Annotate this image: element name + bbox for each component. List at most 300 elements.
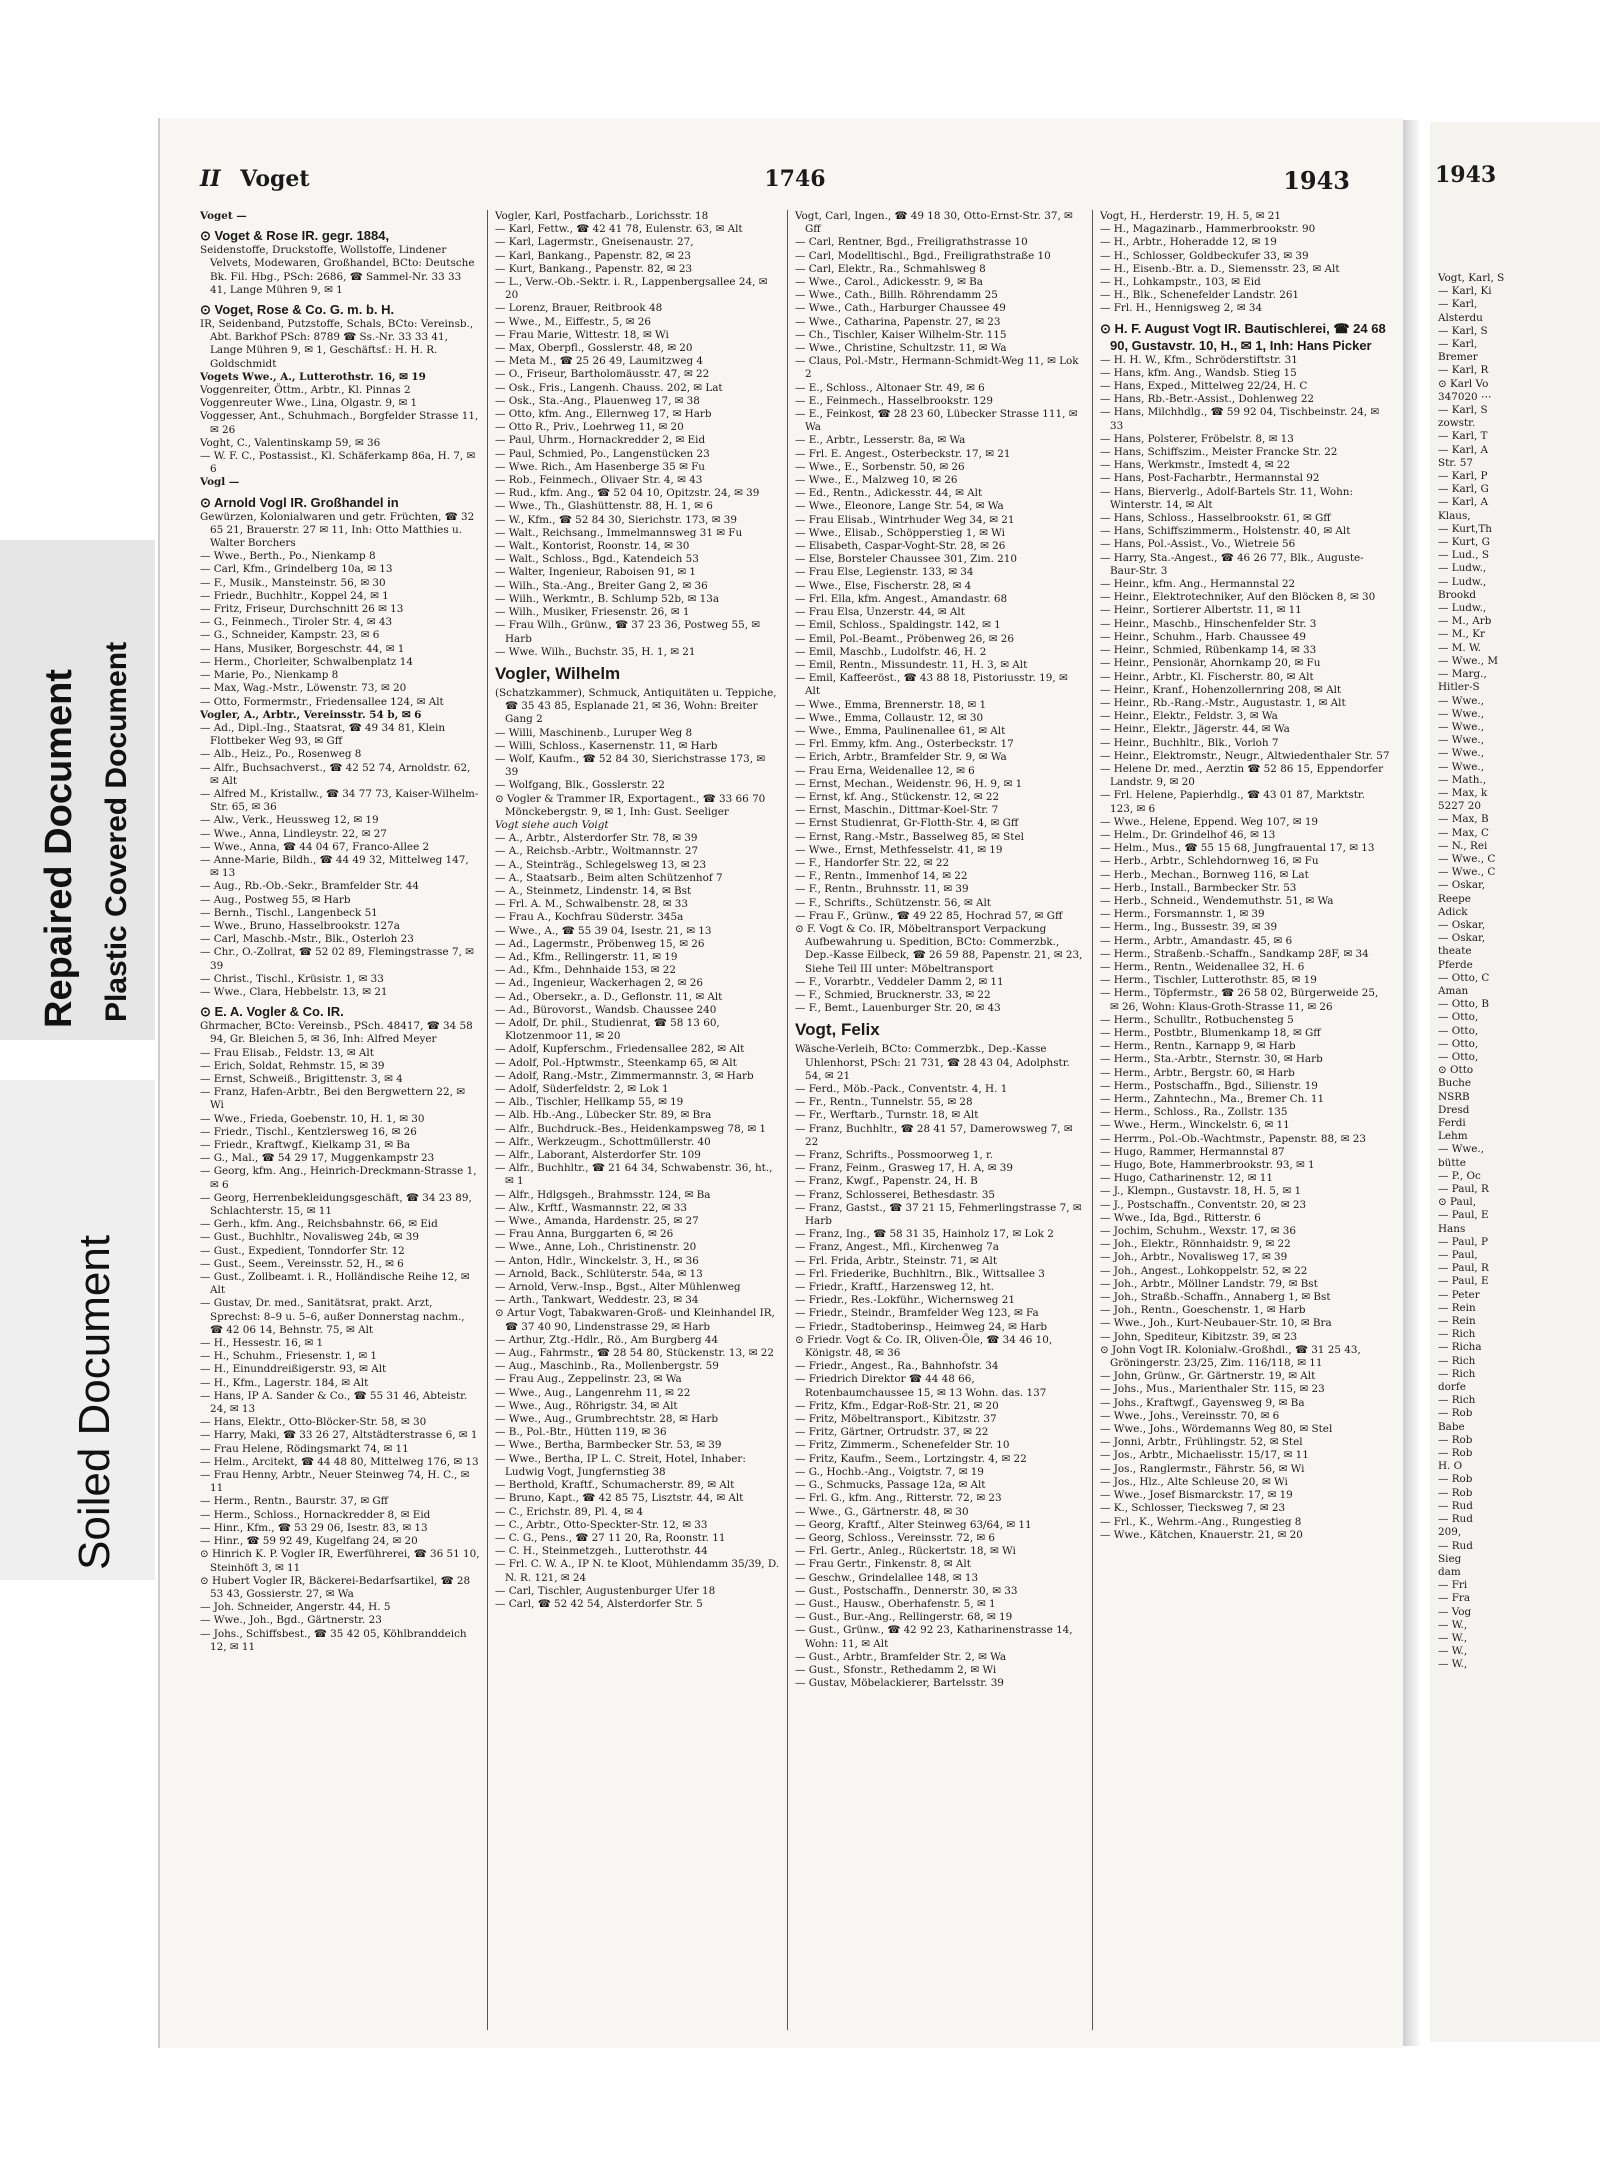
running-head-name: Voget	[240, 166, 310, 192]
directory-entry: — Ernst, Schweiß., Brigittenstr. 3, ✉ 4	[200, 1072, 403, 1085]
directory-entry: — Wilh., Werkmtr., B. Schlump 52b, ✉ 13a	[495, 592, 720, 605]
directory-entry: — A., Staatsarb., Beim alten Schützenhof 7	[495, 871, 723, 884]
adjacent-page-line: — Karl, S	[1438, 404, 1488, 417]
directory-entry: — Gust., Postschaffn., Dennerstr. 30, ✉ 33	[795, 1584, 1018, 1597]
directory-entry: — H., Schuhm., Friesenstr. 1, ✉ 1	[200, 1350, 378, 1363]
directory-entry: — Wwe. Rich., Am Hasenberge 35 ✉ Fu	[495, 460, 705, 473]
firm-entry: ⊙ H. F. August Vogt IR. Bautischlerei, ☎ 24 68 90, Gustavstr. 10, H., ✉ 1, Inh: Hans Picker	[1100, 320, 1386, 353]
adjacent-page-line: — Otto,	[1438, 1024, 1479, 1037]
directory-entry: — Emil, Pol.-Beamt., Pröbenweg 26, ✉ 26	[795, 632, 1015, 645]
directory-entry: — Wwe., Bertha, Barmbecker Str. 53, ✉ 39	[495, 1439, 722, 1452]
adjacent-page-line: — Karl, T	[1438, 430, 1488, 443]
directory-entry: — Osk., Sta.-Ang., Plauenweg 17, ✉ 38	[495, 394, 700, 407]
directory-entry: — Herm., Arbtr., Bergstr. 60, ✉ Harb	[1100, 1066, 1295, 1079]
directory-entry: — Walt., Kontorist, Roonstr. 14, ✉ 30	[495, 540, 690, 553]
directory-entry: — Hans, IP A. Sander & Co., ☎ 55 31 46, Abteistr. 24, ✉ 13	[200, 1389, 468, 1416]
directory-entry: — Hans, Schloss., Hasselbrookstr. 61, ✉ Gff	[1100, 512, 1331, 525]
column-4	[1100, 210, 1390, 2030]
directory-entry: — Joh., Rentn., Goeschenstr. 1, ✉ Harb	[1100, 1304, 1306, 1317]
adjacent-page-line: — Karl,	[1438, 338, 1478, 351]
directory-entry: — Wilh., Musiker, Friesenstr. 26, ✉ 1	[495, 606, 690, 619]
directory-entry: — Walt., Reichsang., Immelmannsweg 31 ✉ Fu	[495, 526, 743, 539]
directory-entry: — A., Steinmetz, Lindenstr. 14, ✉ Bst	[495, 884, 692, 897]
adjacent-page-line: — Fra	[1438, 1592, 1471, 1605]
directory-entry: ⊙ Hubert Vogler IR, Bäckerei-Bedarfsartikel, ☎ 28 53 43, Gossierstr. 27, ✉ Wa	[200, 1574, 471, 1600]
directory-entry: — Friedr., Buchhltr., Koppel 24, ✉ 1	[200, 589, 389, 602]
directory-entry: ⊙ Friedr. Vogt & Co. IR, Oliven-Öle, ☎ 34 46 10, Königstr. 48, ✉ 36	[795, 1333, 1053, 1360]
adjacent-page-line: — Rud	[1438, 1513, 1473, 1526]
directory-entry: — Harry, Maki, ☎ 33 26 27, Altstädterstrasse 6, ✉ 1	[200, 1429, 478, 1442]
directory-entry: — Ad., Obersekr., a. D., Geflonstr. 11, ✉ Alt	[495, 990, 723, 1003]
directory-entry: — Wwe., Emma, Brennerstr. 18, ✉ 1	[795, 698, 987, 711]
adjacent-page-line: — Karl, Ki	[1438, 285, 1492, 298]
adjacent-page-line: — Rud	[1438, 1539, 1473, 1552]
directory-entry: IR, Seidenband, Putzstoffe, Schals, BCto: Vereinsb., Abt. Barkhof PSch: 8789 ☎ Ss.-Nr. 33 33 41, Lange Mühren 9, ✉ 1, Geschäftsf.: H. H. R. Goldschmidt	[200, 318, 474, 370]
adjacent-page-line: — Rob	[1438, 1447, 1473, 1460]
page-header	[200, 166, 1390, 204]
directory-entry: — Herm., Töpfermstr., ☎ 26 58 02, Bürgerweide 25, ✉ 26, Wohn: Klaus-Groth-Strasse 11, ✉ 26	[1100, 987, 1379, 1013]
directory-entry: — Gust., Buchhltr., Novalisweg 24b, ✉ 39	[200, 1231, 419, 1244]
adjacent-page-line: — Oskar,	[1438, 918, 1486, 931]
directory-entry: — Wwe., Josef Bismarckstr. 17, ✉ 19	[1100, 1489, 1293, 1502]
adjacent-page-line: — Karl, R	[1438, 364, 1489, 377]
directory-entry: — Herm., Postbtr., Blumenkamp 18, ✉ Gff	[1100, 1026, 1321, 1039]
directory-entry: — Christ., Tischl., Krüsistr. 1, ✉ 33	[200, 972, 384, 985]
directory-entry: — Herm., Forsmannstr. 1, ✉ 39	[1100, 908, 1265, 921]
adjacent-page-line: — Otto,	[1438, 1050, 1479, 1063]
directory-entry: — Heinr., Elektr., Jägerstr. 44, ✉ Wa	[1100, 723, 1290, 736]
adjacent-page-line: — W.,	[1438, 1618, 1468, 1631]
directory-entry: — Ch., Tischler, Kaiser Wilhelm-Str. 115	[795, 328, 1007, 341]
directory-entry: — Wwe., Clara, Hebbelstr. 13, ✉ 21	[200, 985, 388, 998]
directory-entry: — Heinr., Buchhltr., Blk., Vorloh 7	[1100, 736, 1279, 749]
directory-entry: — Arnold, Verw.-Insp., Bgst., Alter Mühlenweg	[495, 1281, 741, 1294]
directory-entry: — E., Feinkost, ☎ 28 23 60, Lübecker Strasse 111, ✉ Wa	[795, 408, 1078, 434]
directory-entry: — Erich, Arbtr., Bramfelder Str. 9, ✉ Wa	[795, 751, 1007, 764]
adjacent-page-line: dam	[1438, 1565, 1461, 1578]
scan-bottom-margin	[0, 2057, 1600, 2177]
adjacent-page-line: — Wwe.,	[1438, 1143, 1485, 1156]
adjacent-page-line: — Fri	[1438, 1579, 1468, 1592]
directory-entry: — Hans, Pol.-Assist., Vo., Wietreie 56	[1100, 538, 1296, 551]
directory-entry: — Frau Elisab., Feldstr. 13, ✉ Alt	[200, 1046, 374, 1059]
adjacent-page-line: Klaus,	[1438, 509, 1471, 522]
directory-entry: — F., Rentn., Immenhof 14, ✉ 22	[795, 870, 968, 883]
directory-entry: — Frau Anna, Burggarten 6, ✉ 26	[495, 1228, 674, 1241]
directory-entry: — Karl, Lagermstr., Gneisenaustr. 27,	[495, 236, 694, 249]
directory-entry: — Frl. A. M., Schwalbenstr. 28, ✉ 33	[495, 898, 688, 911]
directory-entry: Voget —	[200, 210, 247, 222]
directory-entry: Wäsche-Verleih, BCto: Commerzbk., Dep.-Kasse Uhlenhorst, PSch: 21 731, ☎ 28 43 04, Adolphstr. 54, ✉ 21	[795, 1043, 1070, 1082]
directory-entry: — Herm., Rentn., Karnapp 9, ✉ Harb	[1100, 1040, 1296, 1053]
directory-entry: — F., Schrifts., Schützenstr. 56, ✉ Alt	[795, 896, 991, 909]
directory-entry: — Herm., Schloss., Hornackredder 8, ✉ Eid	[200, 1508, 431, 1521]
directory-entry: Vogt, H., Herderstr. 19, H. 5, ✉ 21	[1100, 210, 1282, 222]
directory-entry: — F., Musik., Mansteinstr. 56, ✉ 30	[200, 576, 386, 589]
volume-number: II	[200, 166, 221, 192]
directory-entry: — Ernst, Mechan., Weidenstr. 96, H. 9, ✉ 1	[795, 777, 1023, 790]
directory-entry: — Ernst Studienrat, Gr-Flotth-Str. 4, ✉ Gff	[795, 817, 1019, 830]
directory-entry: — G., Feinmech., Tiroler Str. 4, ✉ 43	[200, 616, 393, 629]
scan-top-margin	[0, 0, 1600, 50]
directory-entry: — Wwe., Carol., Adickesstr. 9, ✉ Ba	[795, 276, 983, 289]
directory-entry: — Geschw., Grindelallee 148, ✉ 13	[795, 1571, 979, 1584]
directory-entry: — Osk., Fris., Langenh. Chauss. 202, ✉ Lat	[495, 381, 723, 394]
directory-entry: — Ernst, Rang.-Mstr., Basselweg 85, ✉ Stel	[795, 830, 1024, 843]
directory-entry: — F., Vorarbtr., Veddeler Damm 2, ✉ 11	[795, 975, 1004, 988]
directory-entry: — H., Kfm., Lagerstr. 184, ✉ Alt	[200, 1376, 369, 1389]
directory-entry: — Hans, Post-Facharbtr., Hermannstal 92	[1100, 472, 1320, 485]
directory-entry: — Frl., K., Wehrm.-Ang., Rungestieg 8	[1100, 1515, 1302, 1528]
directory-entry: — Berthold, Kraftf., Schumacherstr. 89, ✉ Alt	[495, 1479, 735, 1492]
directory-entry: — Wwe., Ida, Bgd., Ritterstr. 6	[1100, 1211, 1261, 1224]
adjacent-page-lines	[1438, 272, 1598, 1672]
directory-entry: — A., Arbtr., Alsterdorfer Str. 78, ✉ 39	[495, 832, 698, 845]
adjacent-page-line: — Rich	[1438, 1354, 1476, 1367]
directory-entry: — Else, Borsteler Chaussee 301, Zim. 210	[795, 553, 1018, 566]
directory-entry: — Hans, Bierverlg., Adolf-Bartels Str. 11, Wohn: Winterstr. 14, ✉ Alt	[1100, 485, 1353, 511]
directory-entry: — H., Blk., Schenefelder Landstr. 261	[1100, 289, 1300, 302]
directory-entry: — Ad., Bürovorst., Wandsb. Chaussee 240	[495, 1003, 717, 1016]
directory-entry: — Helm., Mus., ☎ 55 15 68, Jungfrauental 17, ✉ 13	[1100, 842, 1375, 855]
adjacent-page-line: — Wwe.,	[1438, 734, 1485, 747]
page-year: 1943	[1283, 166, 1350, 195]
page-edge-shadow	[1403, 120, 1421, 2046]
featured-entry: Vogt, Felix	[795, 1020, 880, 1040]
directory-entry: — Aug., Postweg 55, ✉ Harb	[200, 893, 351, 906]
directory-entry: Seidenstoffe, Druckstoffe, Wollstoffe, Lindener Velvets, Modewaren, Großhandel, BCto: Deutsche Bk. Fil. Hbg., PSch: 2686, ☎ Sammel-Nr. 33 33 41, Lange Mühren 9, ✉ 1	[200, 244, 475, 296]
directory-entry: — Joh., Arbtr., Novalisweg 17, ✉ 39	[1100, 1251, 1288, 1264]
directory-entry: — Frl. Friederike, Buchhltrn., Blk., Wittsallee 3	[795, 1267, 1045, 1280]
directory-entry: — Wwe., Anne, Loh., Christinenstr. 20	[495, 1241, 697, 1254]
adjacent-page-line: 209,	[1438, 1526, 1462, 1539]
directory-entry: — Herm., Straßenb.-Schaffn., Sandkamp 28F, ✉ 34	[1100, 947, 1369, 960]
adjacent-page-line: Babe	[1438, 1420, 1465, 1433]
directory-entry: — Heinr., Elektrotechniker, Auf den Blöcken 8, ✉ 30	[1100, 591, 1376, 604]
directory-entry: — Hans, Schiffszim., Meister Francke Str. 22	[1100, 446, 1338, 459]
directory-entry: Ghrmacher, BCto: Vereinsb., PSch. 48417, ☎ 34 58 94, Gr. Bleichen 5, ✉ 36, Inh: Alfred Meyer	[200, 1020, 473, 1046]
directory-entry: ⊙ John Vogt IR. Kolonialw.-Großhdl., ☎ 31 25 43, Gröningerstr. 23/25, Zim. 116/118, ✉ 11	[1100, 1343, 1361, 1370]
directory-entry: — Friedr., Kraftf., Harzensweg 12, ht.	[795, 1281, 994, 1294]
directory-entry: — G., Mal., ☎ 54 29 17, Muggenkampstr 23	[200, 1152, 435, 1165]
directory-entry: — Gustav, Dr. med., Sanitätsrat, prakt. Arzt, Sprechst: 8–9 u. 5–6, außer Donnerstag nachm., ☎ 42 06 14, Behnstr. 75, ✉ Alt	[200, 1297, 465, 1336]
directory-entry: — Hans, Elektr., Otto-Blöcker-Str. 58, ✉ 30	[200, 1416, 427, 1429]
adjacent-page-line: Adick	[1438, 905, 1468, 918]
adjacent-page-line: Vogt, Karl, S	[1438, 272, 1505, 284]
directory-entry: — Herm., Sta.-Arbtr., Sternstr. 30, ✉ Harb	[1100, 1053, 1323, 1066]
directory-entry: — Herm., Postschaffn., Bgd., Silienstr. 19	[1100, 1079, 1318, 1092]
directory-entry: — Friedr., Steindr., Bramfelder Weg 123, ✉ Fa	[795, 1307, 1039, 1320]
adjacent-page-line: — Rud	[1438, 1499, 1473, 1512]
adjacent-page-line: — Wwe.,	[1438, 760, 1485, 773]
directory-entry: — Alfred M., Kristallw., ☎ 34 77 73, Kaiser-Wilhelm-Str. 65, ✉ 36	[200, 787, 479, 814]
directory-entry: — H., Hessestr. 16, ✉ 1	[200, 1337, 324, 1350]
directory-entry: — Wwe., Ernst, Methfesselstr. 41, ✉ 19	[795, 843, 1003, 856]
directory-entry: — Hans, Polsterer, Fröbelstr. 8, ✉ 13	[1100, 432, 1294, 445]
adjacent-page-line: — Paul,	[1438, 1249, 1478, 1262]
adjacent-page-line: theate	[1438, 945, 1472, 958]
directory-entry: — Wwe., Cath., Harburger Chaussee 49	[795, 302, 1006, 315]
directory-entry: — Wwe., Th., Glashüttenstr. 88, H. 1, ✉ 6	[495, 500, 713, 513]
directory-entry: — Hinr., Kfm., ☎ 53 29 06, Isestr. 83, ✉ 13	[200, 1521, 428, 1534]
directory-entry: — B., Pol.-Btr., Hütten 119, ✉ 36	[495, 1426, 667, 1439]
adjacent-page-line: zowstr.	[1438, 417, 1476, 430]
directory-entry: — Adolf, Rang.-Mstr., Zimmermannstr. 3, ✉ Harb	[495, 1069, 754, 1082]
directory-entry: Vogt, Carl, Ingen., ☎ 49 18 30, Otto-Ernst-Str. 37, ✉ Gff	[795, 210, 1073, 236]
directory-entry: — Hans, Exped., Mittelweg 22/24, H. C	[1100, 380, 1308, 393]
directory-entry: — Carl, Rentner, Bgd., Freiligrathstrasse 10	[795, 236, 1028, 249]
adjacent-page-line: Pferde	[1438, 958, 1473, 971]
directory-entry: — Herm., Tischler, Lutterothstr. 85, ✉ 19	[1100, 974, 1317, 987]
directory-entry: — F., Handorfer Str. 22, ✉ 22	[795, 856, 950, 869]
directory-entry: — Herm., Chorleiter, Schwalbenplatz 14	[200, 655, 413, 668]
directory-entry: — K., Schlosser, Tiecksweg 7, ✉ 23	[1100, 1502, 1286, 1515]
directory-entry: — Wwe., Bertha, IP L. C. Streit, Hotel, Inhaber: Ludwig Vogt, Jungfernstieg 38	[495, 1452, 746, 1478]
directory-entry: — Wwe., G., Gärtnerstr. 48, ✉ 30	[795, 1505, 969, 1518]
directory-entry: — Helene Dr. med., Aerztin ☎ 52 86 15, Eppendorfer Landstr. 9, ✉ 20	[1100, 762, 1384, 789]
directory-entry: — Paul, Schmied, Po., Langenstücken 23	[495, 447, 710, 460]
directory-entry: — Chr., O.-Zollrat, ☎ 52 02 89, Flemingstrasse 7, ✉ 39	[200, 946, 474, 972]
directory-entry: — Wwe., Aug., Grumbrechtstr. 28, ✉ Harb	[495, 1413, 718, 1426]
directory-entry: — Gust., Grünw., ☎ 42 92 23, Katharinenstrasse 14, Wohn: 11, ✉ Alt	[795, 1624, 1073, 1650]
directory-entry: — Heinr., Sortierer Albertstr. 11, ✉ 11	[1100, 604, 1302, 617]
directory-entry: — Georg, Schloss., Vereinsstr. 72, ✉ 6	[795, 1531, 995, 1544]
directory-entry: — Carl, Kfm., Grindelberg 10a, ✉ 13	[200, 563, 393, 576]
directory-entry: — Paul, Uhrm., Hornackredder 2, ✉ Eid	[495, 434, 706, 447]
directory-entry: — Fr., Werftarb., Turnstr. 18, ✉ Alt	[795, 1109, 979, 1122]
directory-entry: — Hugo, Rammer, Hermannstal 87	[1100, 1145, 1285, 1158]
adjacent-page-line: — Marg.,	[1438, 668, 1487, 681]
adjacent-page-line: — Otto,	[1438, 1011, 1479, 1024]
firm-entry: ⊙ E. A. Vogler & Co. IR.	[200, 1004, 344, 1020]
directory-entry: — Elisabeth, Caspar-Voght-Str. 28, ✉ 26	[795, 540, 1006, 553]
directory-entry: Voggesser, Ant., Schuhmach., Borgfelder Strasse 11, ✉ 26	[200, 410, 479, 436]
adjacent-page-line: Sieg	[1438, 1552, 1462, 1565]
adjacent-page-line: ⊙ Otto	[1438, 1064, 1474, 1077]
directory-entry: — Wwe., Johs., Wördemanns Weg 80, ✉ Stel	[1100, 1423, 1333, 1436]
directory-entry: — Frl. Frida, Arbtr., Steinstr. 71, ✉ Alt	[795, 1254, 998, 1267]
directory-entry: — Heinr., Arbtr., Kl. Fischerstr. 80, ✉ Alt	[1100, 670, 1314, 683]
directory-entry: — Hans, Schiffszimmerm., Holstenstr. 40, ✉ Alt	[1100, 525, 1351, 538]
directory-entry: — Herb., Arbtr., Schlehdornweg 16, ✉ Fu	[1100, 855, 1319, 868]
directory-entry: — Friedr., Kraftwgf., Kielkamp 31, ✉ Ba	[200, 1139, 411, 1151]
directory-entry: — Emil, Maschb., Ludolfstr. 46, H. 2	[795, 645, 987, 658]
margin-labels	[0, 520, 155, 2020]
directory-entry: — Adolf, Süderfeldstr. 2, ✉ Lok 1	[495, 1083, 669, 1095]
adjacent-page-line: — Karl, S	[1438, 324, 1488, 337]
adjacent-page-line: — Karl, A	[1438, 443, 1489, 456]
directory-entry: — Frau Aug., Zeppelinstr. 23, ✉ Wa	[495, 1373, 682, 1386]
directory-entry: (Schatzkammer), Schmuck, Antiquitäten u. Teppiche, ☎ 35 43 85, Esplanade 21, ✉ 36, Wohn: Breiter Gang 2	[495, 686, 777, 726]
directory-entry: — Franz, Ing., ☎ 58 31 35, Hainholz 17, ✉ Lok 2	[795, 1228, 1054, 1241]
directory-entry: — Hans, Milchhdlg., ☎ 59 92 04, Tischbeinstr. 24, ✉ 33	[1100, 406, 1380, 432]
directory-entry: ⊙ F. Vogt & Co. IR, Möbeltransport Verpackung Aufbewahrung u. Spedition, BCto: Commerzbk., Dep.-Kasse Eilbeck, ☎ 26 59 88, Papenstr. 21, ✉ 23, Siehe Teil III unter: Möbeltransport	[795, 922, 1083, 975]
directory-entry: — Herm., Ing., Bussestr. 39, ✉ 39	[1100, 921, 1278, 934]
directory-entry: — Alfr., Buchsachverst., ☎ 42 52 74, Arnoldstr. 62, ✉ Alt	[200, 761, 471, 787]
adjacent-page-line: Hans	[1438, 1222, 1466, 1235]
column-3	[795, 210, 1085, 2030]
directory-entry: — Karl, Bankang., Papenstr. 82, ✉ 23	[495, 249, 692, 262]
directory-entry: — Gerh., kfm. Ang., Reichsbahnstr. 66, ✉ Eid	[200, 1218, 438, 1231]
adjacent-page-line: — M., Arb	[1438, 615, 1492, 628]
directory-entry: — Wwe., Anna, Lindleystr. 22, ✉ 27	[200, 827, 387, 840]
adjacent-page-line: — W.,	[1438, 1645, 1468, 1658]
directory-entry: — Frl. H., Hennigsweg 2, ✉ 34	[1100, 302, 1263, 315]
directory-page	[158, 118, 1403, 2048]
directory-entry: — Anton, Hdlr., Winckelstr. 3, H., ✉ 36	[495, 1254, 699, 1267]
directory-entry: — Frau Elsa, Unzerstr. 44, ✉ Alt	[795, 606, 965, 619]
firm-entry: ⊙ Voget & Rose IR. gegr. 1884,	[200, 228, 390, 244]
page-number: 1746	[764, 166, 826, 192]
directory-entry: — G., Schneider, Kampstr. 23, ✉ 6	[200, 629, 380, 642]
directory-entry: — Gust., Sfonstr., Rethedamm 2, ✉ Wi	[795, 1663, 997, 1676]
directory-entry: — Joh., Straßb.-Schaffn., Annaberg 1, ✉ Bst	[1100, 1291, 1331, 1304]
directory-entry: — Jos., Arbtr., Michaelisstr. 15/17, ✉ 11	[1100, 1449, 1309, 1462]
directory-entry: — Franz, Schrifts., Possmoorweg 1, r.	[795, 1149, 994, 1162]
adjacent-page-line: — Max, k	[1438, 786, 1488, 799]
adjacent-page-line: — Rob	[1438, 1433, 1473, 1446]
directory-entry: — Gust., Arbtr., Bramfelder Str. 2, ✉ Wa	[795, 1650, 1007, 1663]
directory-entry: — Wwe., Bruno, Hasselbrookstr. 127a	[200, 919, 400, 932]
directory-entry: — E., Feinmech., Hasselbrookstr. 129	[795, 394, 994, 407]
directory-entry: — Friedr., Stadtoberinsp., Heimweg 24, ✉ Harb	[795, 1320, 1048, 1333]
directory-entry: — Alw., Verk., Heussweg 12, ✉ 19	[200, 814, 379, 827]
directory-entry: — Herb., Mechan., Bornweg 116, ✉ Lat	[1100, 868, 1309, 881]
directory-entry: — F., Rentn., Bruhnsstr. 11, ✉ 39	[795, 883, 969, 896]
directory-entry: — Hinr., ☎ 59 92 49, Kugelfang 24, ✉ 20	[200, 1535, 418, 1548]
directory-entry: — Herm., Zahntechn., Ma., Bremer Ch. 11	[1100, 1093, 1325, 1105]
directory-entry: — Wilh., Sta.-Ang., Breiter Gang 2, ✉ 36	[495, 579, 708, 592]
directory-entry: — Franz, Feinm., Grasweg 17, H. A, ✉ 39	[795, 1162, 1014, 1175]
adjacent-page-line: — N., Rei	[1438, 839, 1488, 852]
directory-entry: — Franz, Buchhltr., ☎ 28 41 57, Damerowsweg 7, ✉ 22	[795, 1122, 1073, 1148]
directory-entry: — Frl. C. W. A., IP N. te Kloot, Mühlendamm 35/39, D. N. R. 121, ✉ 24	[495, 1558, 780, 1584]
directory-entry: — H., Eisenb.-Btr. a. D., Siemensstr. 23, ✉ Alt	[1100, 262, 1340, 275]
adjacent-page-line: Aman	[1438, 984, 1469, 997]
directory-entry: — Wwe., Cath., Billh. Röhrendamm 25	[795, 289, 998, 302]
directory-entry: — Arth., Tankwart, Weddestr. 23, ✉ 34	[495, 1294, 699, 1307]
adjacent-page-line: — Paul, P	[1438, 1235, 1489, 1248]
firm-entry: ⊙ Voget, Rose & Co. G. m. b. H.	[200, 302, 395, 318]
directory-entry: — Wwe., M., Eiffestr., 5, ✉ 26	[495, 315, 652, 328]
adjacent-page-line: Reepe	[1438, 892, 1471, 905]
directory-entry: ⊙ Vogler & Trammer IR, Exportagent., ☎ 33 66 70 Mönckebergstr. 9, ✉ 1, Inh: Gust. Seeliger	[495, 792, 766, 818]
adjacent-page-line: — W.,	[1438, 1631, 1468, 1644]
directory-entry: — Kurt, Bankang., Papenstr. 82, ✉ 23	[495, 262, 693, 275]
directory-entry: — C. G., Pens., ☎ 27 11 20, Ra, Roonstr. 11	[495, 1531, 726, 1544]
directory-entry: — John, Grünw., Gr. Gärtnerstr. 19, ✉ Alt	[1100, 1370, 1316, 1383]
directory-entry: — Wwe., Catharina, Papenstr. 27, ✉ 23	[795, 315, 1001, 328]
directory-entry: — Wwe., Eleonore, Lange Str. 54, ✉ Wa	[795, 500, 1004, 513]
directory-entry: — Karl, Fettw., ☎ 42 41 78, Eulenstr. 63, ✉ Alt	[495, 223, 743, 236]
adjacent-page-line: bütte	[1438, 1156, 1466, 1169]
directory-entry: — Alb., Heiz., Po., Rosenweg 8	[200, 748, 362, 761]
directory-entry: — Fritz, Kfm., Edgar-Roß-Str. 21, ✉ 20	[795, 1399, 999, 1412]
adjacent-page-line: — M. W.	[1438, 641, 1482, 654]
directory-entry: — Frl. Emmy, kfm. Ang., Osterbeckstr. 17	[795, 738, 1014, 751]
adjacent-page-line: — Rein	[1438, 1301, 1476, 1314]
directory-entry: Gewürzen, Kolonialwaren und getr. Früchten, ☎ 32 65 21, Brauerstr. 27 ✉ 11, Inh: Otto Matthies u. Walter Borchers	[200, 510, 475, 550]
directory-entry: — Ernst, Maschin., Dittmar-Koel-Str. 7	[795, 804, 999, 817]
directory-entry: — Franz, Angest., Mfl., Kirchenweg 7a	[795, 1241, 999, 1254]
directory-entry: — Wwe., Kätchen, Knauerstr. 21, ✉ 20	[1100, 1528, 1303, 1541]
adjacent-page-line: 347020 ⋯	[1438, 390, 1492, 403]
directory-entry: — Carl, ☎ 52 42 54, Alsterdorfer Str. 5	[495, 1597, 703, 1610]
directory-entry: — C., Erichstr. 89, Pl. 4, ✉ 4	[495, 1505, 644, 1518]
directory-entry: — Heinr., kfm. Ang., Hermannstal 22	[1100, 578, 1296, 591]
directory-entry: — J., Klempn., Gustavstr. 18, H. 5, ✉ 1	[1100, 1185, 1302, 1198]
directory-entry: — Wwe. Wilh., Buchstr. 35, H. 1, ✉ 21	[495, 645, 696, 658]
adjacent-page-line: — Lud., S	[1438, 549, 1489, 562]
directory-entry: — Alw., Krftf., Wasmannstr. 22, ✉ 33	[495, 1201, 687, 1214]
directory-entry: — Frau Else, Legienstr. 133, ✉ 34	[795, 566, 974, 579]
adjacent-page-line: — Oskar,	[1438, 932, 1486, 945]
directory-entry: — Friedr., Angest., Ra., Bahnhofstr. 34	[795, 1360, 999, 1373]
directory-entry: — Gust., Hausw., Oberhafenstr. 5, ✉ 1	[795, 1597, 996, 1610]
directory-entry: — Jochim, Schuhm., Wexstr. 17, ✉ 36	[1100, 1225, 1297, 1238]
directory-entry: — Meta M., ☎ 25 26 49, Laumitzweg 4	[495, 355, 704, 368]
adjacent-page-line: — Math.,	[1438, 773, 1487, 786]
adjacent-page-line: — Ludw.,	[1438, 575, 1487, 588]
adjacent-page-line: — Oskar,	[1438, 879, 1486, 892]
directory-entry: — Max, Wag.-Mstr., Löwenstr. 73, ✉ 20	[200, 682, 407, 695]
directory-entry: — Ferd., Möb.-Pack., Conventstr. 4, H. 1	[795, 1083, 1008, 1095]
adjacent-page-line: — M., Kr	[1438, 628, 1485, 641]
directory-entry: — Fritz, Kaufm., Seem., Lortzingstr. 4, ✉ 22	[795, 1452, 1027, 1465]
adjacent-page-line: — Rob	[1438, 1473, 1473, 1486]
directory-entry: — Carl, Modelltischl., Bgd., Freiligrathstraße 10	[795, 249, 1051, 262]
directory-entry: — Hugo, Bote, Hammerbrookstr. 93, ✉ 1	[1100, 1159, 1315, 1172]
directory-entry: — Joh. Schneider, Angerstr. 44, H. 5	[200, 1601, 391, 1614]
adjacent-page-line: — Rich	[1438, 1328, 1476, 1341]
adjacent-page-line: Brookd	[1438, 588, 1477, 601]
directory-entry: — W. F. C., Postassist., Kl. Schäferkamp 86a, H. 7, ✉ 6	[200, 450, 476, 476]
directory-entry: — Hans, kfm. Ang., Wandsb. Stieg 15	[1100, 366, 1297, 379]
directory-entry: — Frau Marie, Wittestr. 18, ✉ Wi	[495, 328, 669, 341]
directory-entry: — Wolf, Kaufm., ☎ 52 84 30, Sierichstrasse 173, ✉ 39	[495, 752, 766, 779]
directory-entry: — Walt., Schloss., Bgd., Katendeich 53	[495, 553, 699, 566]
directory-entry: — Joh., Elektr., Rönnhaidstr. 9, ✉ 22	[1100, 1238, 1291, 1251]
adjacent-page-line: Buche	[1438, 1077, 1471, 1090]
directory-entry: — Alfr., Buchdruck.-Bes., Heidenkampsweg 78, ✉ 1	[495, 1122, 767, 1135]
directory-entry: — Georg, kfm. Ang., Heinrich-Dreckmann-Strasse 1, ✉ 6	[200, 1165, 477, 1191]
directory-entry: — Heinr., Kranf., Hohenzollernring 208, ✉ Alt	[1100, 683, 1342, 696]
directory-entry: — Herm., Rentn., Baurstr. 37, ✉ Gff	[200, 1495, 389, 1508]
directory-entry: — Joh., Arbtr., Möllner Landstr. 79, ✉ Bst	[1100, 1277, 1318, 1290]
directory-entry: — Heinr., Schmied, Rübenkamp 14, ✉ 33	[1100, 644, 1317, 657]
directory-entry: — Harry, Sta.-Angest., ☎ 46 26 77, Blk., Auguste-Baur-Str. 3	[1100, 551, 1364, 577]
directory-entry: — H., Lohkampstr., 103, ✉ Eid	[1100, 276, 1261, 289]
directory-entry: — Alfr., Hdlgsgeh., Brahmsstr. 124, ✉ Ba	[495, 1188, 711, 1201]
directory-entry: — Carl, Tischler, Augustenburger Ufer 18	[495, 1584, 716, 1597]
directory-entry: — Wwe., Herm., Winckelstr. 6, ✉ 11	[1100, 1119, 1290, 1132]
directory-entry: — F., Bemt., Lauenburger Str. 20, ✉ 43	[795, 1002, 1001, 1015]
directory-entry: — H., Magazinarb., Hammerbrookstr. 90	[1100, 223, 1316, 236]
column-divider	[487, 210, 488, 2030]
adjacent-page-line: — Karl, P	[1438, 470, 1488, 483]
directory-entry: — Frau Erna, Weidenallee 12, ✉ 6	[795, 764, 975, 777]
directory-entry: — Aug., Maschinb., Ra., Mollenbergstr. 59	[495, 1360, 719, 1373]
directory-entry: — Johs., Kraftwgf., Gayensweg 9, ✉ Ba	[1100, 1396, 1305, 1409]
adjacent-page-line: — Rein	[1438, 1315, 1476, 1328]
directory-entry: — Wwe., Frieda, Goebenstr. 10, H. 1, ✉ 30	[200, 1112, 425, 1125]
directory-entry: — Bernh., Tischl., Langenbeck 51	[200, 906, 378, 919]
directory-entry: — Emil, Kaffeeröst., ☎ 43 88 18, Pistoriusstr. 19, ✉ Alt	[795, 672, 1068, 698]
directory-entry: — Frl. Gertr., Anleg., Rückertstr. 18, ✉ Wi	[795, 1545, 1016, 1558]
adjacent-page-line: NSRB	[1438, 1090, 1470, 1103]
directory-entry: — Erich, Soldat, Rehmstr. 15, ✉ 39	[200, 1059, 385, 1072]
directory-entry: — Gust., Bur.-Ang., Rellingerstr. 68, ✉ 19	[795, 1611, 1013, 1624]
